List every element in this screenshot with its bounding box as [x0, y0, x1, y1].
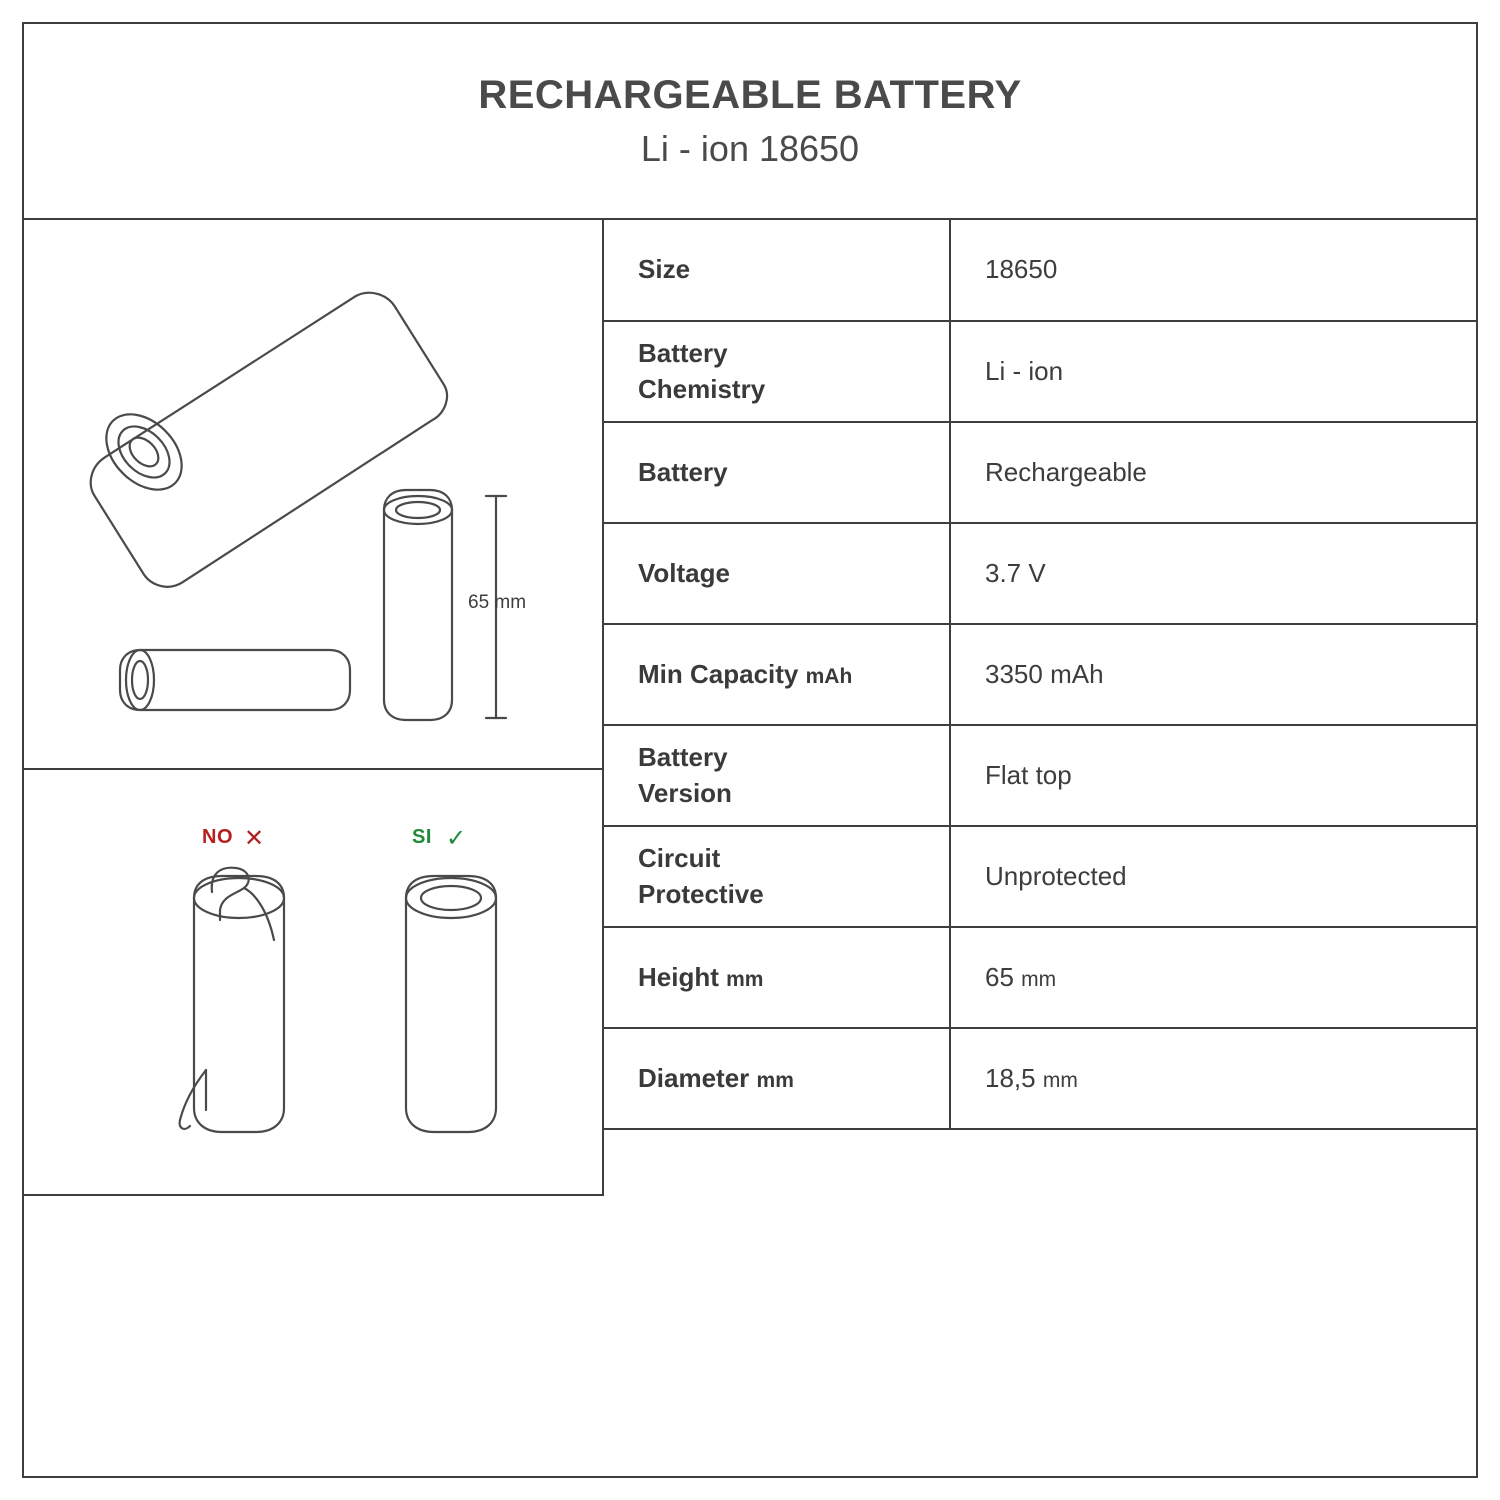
usage-comparison-panel: [24, 770, 604, 1196]
no-label: NO: [202, 826, 233, 848]
spec-key-line1: Battery: [638, 742, 728, 773]
check-icon: ✓: [446, 825, 467, 852]
spec-value: 3.7 V: [950, 523, 1476, 624]
page-title: RECHARGEABLE BATTERY: [478, 72, 1022, 117]
table-row: [604, 523, 1476, 624]
spec-key: [604, 1028, 950, 1129]
spec-value: Unprotected: [950, 826, 1476, 927]
spec-value: 3350 mAh: [950, 624, 1476, 725]
page-subtitle: Li - ion 18650: [640, 127, 860, 169]
cross-icon: ✕: [244, 825, 265, 852]
spec-key: Battery: [604, 422, 950, 523]
spec-value: [950, 927, 1476, 1028]
spec-value: Flat top: [950, 725, 1476, 826]
spec-key-line2: Version: [638, 777, 732, 808]
spec-key: [604, 927, 950, 1028]
spec-key: [604, 826, 950, 927]
spec-value: Li - ion: [950, 321, 1476, 422]
tabbed-vs-flat-illustration: [24, 770, 604, 1196]
spec-key-line2: Chemistry: [638, 373, 766, 404]
table-row: [604, 927, 1476, 1028]
table-row: [604, 422, 1476, 523]
spec-key: [604, 624, 950, 725]
spec-key: Size: [604, 220, 950, 321]
spec-value-text: 65: [985, 961, 1014, 992]
spec-value-unit: mm: [1042, 1068, 1078, 1092]
spec-value-text: 18,5: [985, 1062, 1036, 1093]
spec-key-unit: mAh: [805, 664, 853, 688]
specification-table: [604, 220, 1476, 1130]
table-row: [604, 624, 1476, 725]
spec-key-line2: Protective: [638, 878, 764, 909]
spec-key: [604, 725, 950, 826]
spec-key-line1: Battery: [638, 338, 728, 369]
table-row: [604, 1028, 1476, 1129]
spec-key-text: Height: [638, 961, 719, 992]
battery-perspective-illustration: [24, 220, 604, 770]
spec-value: 18650: [950, 220, 1476, 321]
spec-value-unit: mm: [1021, 967, 1057, 991]
height-dimension-label: 65 mm: [468, 592, 527, 613]
spec-key-unit: mm: [726, 967, 764, 991]
table-row: [604, 826, 1476, 927]
spec-key-unit: mm: [756, 1068, 794, 1092]
spec-key-line1: Circuit: [638, 843, 721, 874]
table-row: [604, 321, 1476, 422]
battery-views-panel: [24, 220, 604, 770]
spec-value: Rechargeable: [950, 422, 1476, 523]
illustration-column: [24, 220, 604, 1196]
si-label: SI: [412, 826, 432, 848]
bottom-blank-area: [24, 1196, 1476, 1476]
spec-key-text: Diameter: [638, 1062, 750, 1093]
table-row: [604, 725, 1476, 826]
spec-value: [950, 1028, 1476, 1129]
spec-key: [604, 321, 950, 422]
spec-key-text: Min Capacity: [638, 658, 799, 689]
table-row: [604, 220, 1476, 321]
spec-key: Voltage: [604, 523, 950, 624]
header: [24, 24, 1476, 220]
